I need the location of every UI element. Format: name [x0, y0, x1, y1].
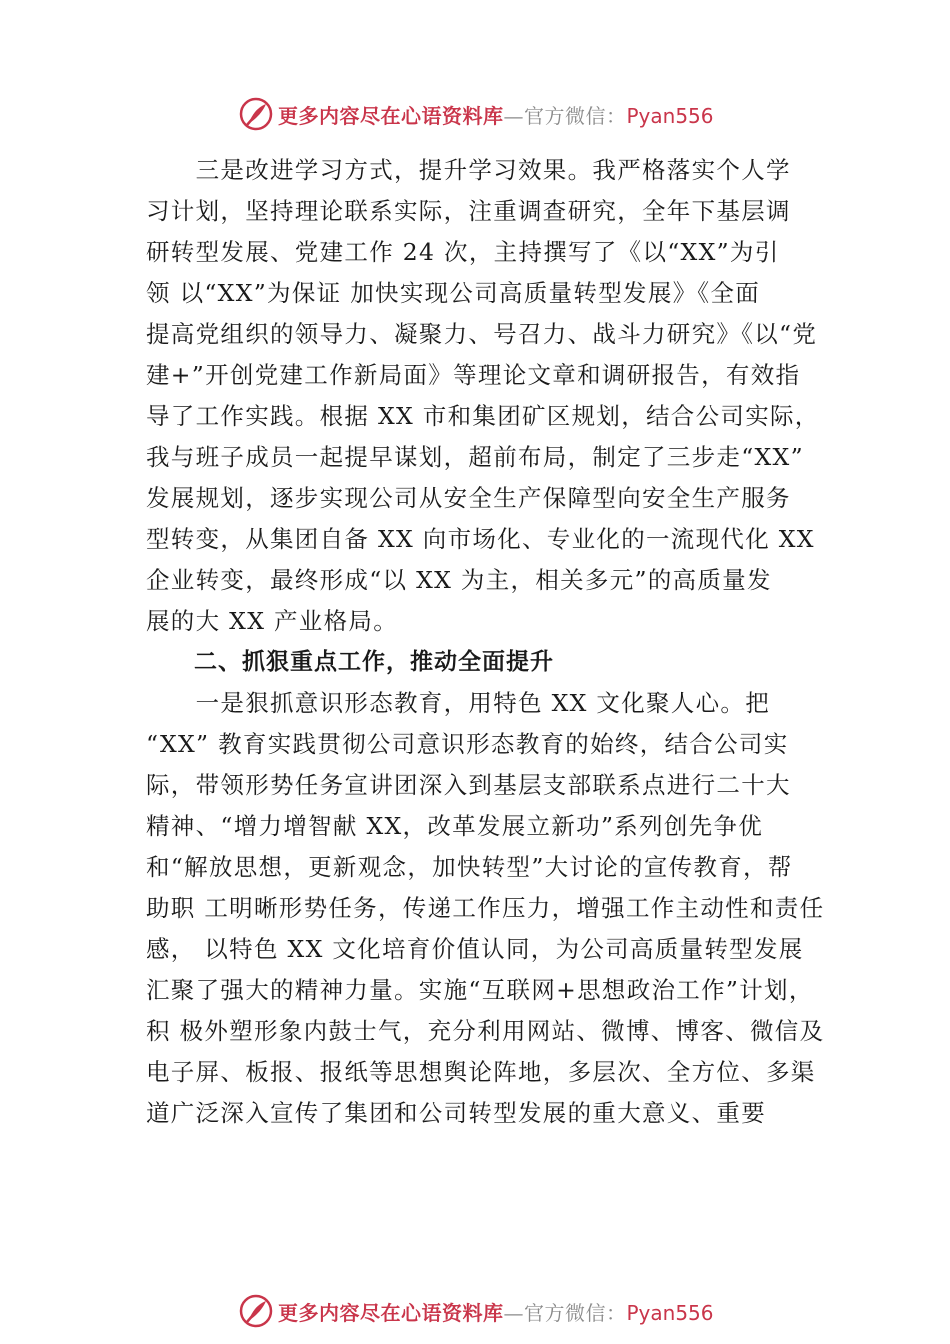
text-line: 三是改进学习方式，提升学习效果。我严格落实个人学 [146, 156, 791, 184]
text-line: 积 极外塑形象内鼓士气，充分利用网站、微博、博客、微信及 [146, 1017, 825, 1045]
text-line: 和“解放思想，更新观念，加快转型”大讨论的宣传教育，帮 [146, 853, 793, 881]
watermark-header [238, 92, 758, 136]
text-line: 展的大 XX 产业格局。 [146, 607, 398, 635]
text-line: 型转变，从集团自备 XX 向市场化、专业化的一流现代化 XX [146, 525, 815, 553]
text-line: 助职 工明晰形势任务，传递工作压力，增强工作主动性和责任 [146, 894, 825, 922]
text-line: 一是狠抓意识形态教育，用特色 XX 文化聚人心。把 [146, 689, 770, 717]
text-line: 提高党组织的领导力、凝聚力、号召力、战斗力研究》《以“党 [146, 320, 818, 348]
text-line: 我与班子成员一起提早谋划，超前布局，制定了三步走“XX” [146, 443, 804, 471]
feather-pen-logo-icon [238, 96, 274, 132]
document-body [146, 150, 836, 1134]
text-line: 建+”开创党建工作新局面》等理论文章和调研报告，有效指 [146, 361, 801, 389]
feather-pen-logo-icon [238, 1293, 274, 1329]
section-heading: 二、抓狠重点工作，推动全面提升 [146, 649, 554, 675]
text-line: 导了工作实践。根据 XX 市和集团矿区规划，结合公司实际， [146, 402, 820, 430]
text-line: 领 以“XX”为保证 加快实现公司高质量转型发展》《全面 [146, 279, 761, 307]
watermark-footer [238, 1289, 758, 1333]
text-line: 际，带领形势任务宣讲团深入到基层支部联系点进行二十大 [146, 771, 791, 799]
text-line: 感， 以特色 XX 文化培育价值认同，为公司高质量转型发展 [146, 935, 804, 963]
watermark-text: 更多内容尽在心语资料库—官方微信：Pyan556 [278, 1300, 714, 1325]
text-line: 发展规划，逐步实现公司从安全生产保障型向安全生产服务 [146, 484, 791, 512]
text-line: “XX” 教育实践贯彻公司意识形态教育的始终，结合公司实 [146, 730, 789, 758]
text-line: 汇聚了强大的精神力量。实施“互联网+思想政治工作”计划， [146, 976, 814, 1004]
text-line: 企业转变，最终形成“以 XX 为主，相关多元”的高质量发 [146, 566, 772, 594]
watermark-text: 更多内容尽在心语资料库—官方微信：Pyan556 [278, 103, 714, 128]
text-line: 电子屏、板报、报纸等思想舆论阵地，多层次、全方位、多渠 [146, 1058, 816, 1086]
text-line: 精神、“增力增智献 XX，改革发展立新功”系列创先争优 [146, 812, 764, 840]
text-line: 道广泛深入宣传了集团和公司转型发展的重大意义、重要 [146, 1099, 766, 1127]
text-line: 习计划，坚持理论联系实际，注重调查研究，全年下基层调 [146, 197, 791, 225]
text-line: 研转型发展、党建工作 24 次，主持撰写了《以“XX”为引 [146, 238, 780, 266]
